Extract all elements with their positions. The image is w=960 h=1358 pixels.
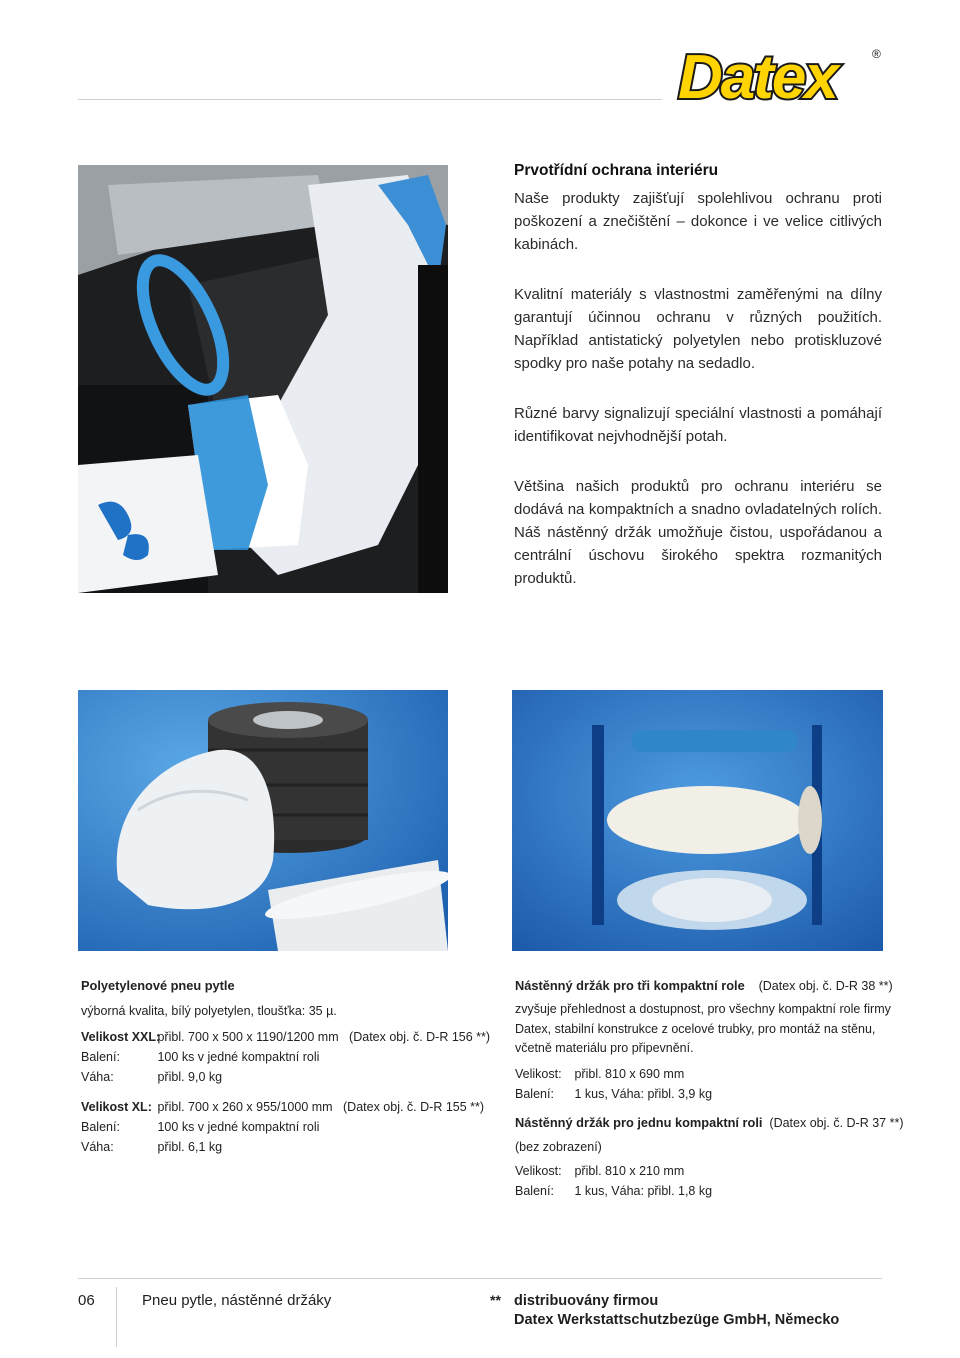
weight-xl-value: přibl. 6,1 kg [157, 1140, 223, 1154]
size-xxl-ref: (Datex obj. č. D-R 156 **) [349, 1030, 491, 1044]
holder1-size-row [515, 1161, 895, 1181]
tyre-bags-title: Polyetylenové pneu pytle [81, 978, 235, 993]
weight-xl-row [81, 1137, 461, 1157]
weight-xxl-row [81, 1067, 461, 1087]
weight-xl-label: Váha: [81, 1140, 114, 1154]
size-xl-row [81, 1097, 485, 1117]
size-xxl-row [81, 1027, 491, 1047]
holder3-size-value: přibl. 810 x 690 mm [574, 1066, 685, 1081]
pack-xl-label: Balení: [81, 1120, 120, 1134]
wall-holder-specs [515, 976, 904, 1201]
holder3-size-row [515, 1064, 895, 1084]
size-xxl-value: přibl. 700 x 500 x 1190/1200 mm [157, 1030, 339, 1044]
holder1-ref: (Datex obj. č. D-R 37 **) [769, 1115, 904, 1130]
holder1-pack-row [515, 1181, 895, 1201]
holder1-note: (bez zobrazení) [515, 1139, 602, 1154]
datex-logo [672, 42, 887, 108]
pack-xxl-label: Balení: [81, 1050, 120, 1064]
page-number: 06 [78, 1292, 95, 1309]
header-divider [78, 99, 662, 100]
holder3-pack-value: 1 kus, Váha: přibl. 3,9 kg [574, 1086, 713, 1101]
tyre-bags-specs [81, 976, 491, 1157]
distributor-note [514, 1292, 839, 1330]
weight-xxl-value: přibl. 9,0 kg [157, 1070, 223, 1084]
svg-text:Datex: Datex [678, 43, 837, 108]
size-xxl-label: Velikost XXL: [81, 1030, 161, 1044]
holder3-title: Nástěnný držák pro tři kompaktní role [515, 978, 745, 993]
holder3-title-row [515, 976, 895, 996]
holder3-pack-row [515, 1084, 895, 1104]
pack-xl-value: 100 ks v jedné kompaktní roli [157, 1120, 320, 1134]
footnote-marker: ** [490, 1292, 501, 1308]
distributor-line-1: distribuovány firmou [514, 1293, 659, 1309]
holder1-size-label: Velikost: [515, 1163, 562, 1178]
holder3-ref: (Datex obj. č. D-R 38 **) [758, 979, 893, 993]
holder1-title-row [515, 1113, 904, 1133]
tyre-bags-photo [78, 690, 448, 951]
intro-paragraph-2: Kvalitní materiály s vlastnostmi zaměřenými na dílny garantují účinnou ochranu v různých použitích. Například antistatický polyetylen nebo protiskluzové spodky pro naše potahy na sedadlo. [514, 286, 882, 372]
holder1-pack-label: Balení: [515, 1183, 554, 1198]
pack-xxl-value: 100 ks v jedné kompaktní roli [157, 1050, 320, 1064]
pack-xl-row [81, 1117, 461, 1137]
holder3-description: zvyšuje přehlednost a dostupnost, pro všechny kompaktní role firmy Datex, stabilní konstrukce z ocelové trubky, pro montáž na stěnu, včetně materiálu pro připevnění. [515, 1002, 891, 1055]
size-xl-value: přibl. 700 x 260 x 955/1000 mm [157, 1100, 333, 1114]
footer-divider [78, 1278, 882, 1279]
holder1-pack-value: 1 kus, Váha: přibl. 1,8 kg [574, 1183, 713, 1198]
footer-separator [116, 1287, 117, 1347]
size-xl-label: Velikost XL: [81, 1100, 152, 1114]
holder1-title: Nástěnný držák pro jednu kompaktní roli [515, 1114, 763, 1130]
intro-paragraph-4: Většina našich produktů pro ochranu interiéru se dodává na kompaktních a snadno ovladatelných rolích. Náš nástěnný držák umožňuje čistou, uspořádanou a centrální úschovu širokého spektra rozmanitých produktů. [514, 478, 882, 587]
intro-paragraph-1: Naše produkty zajišťují spolehlivou ochranu proti poškození a znečištění – dokonce i ve velice citlivých kabinách. [514, 190, 882, 253]
weight-xxl-label: Váha: [81, 1070, 114, 1084]
wall-holder-photo [512, 690, 883, 951]
size-xl-ref: (Datex obj. č. D-R 155 **) [343, 1100, 485, 1114]
tyre-bags-description: výborná kvalita, bílý polyetylen, tloušťka: 35 µ. [81, 1004, 337, 1018]
pack-xxl-row [81, 1047, 461, 1067]
intro-section [514, 162, 882, 590]
holder3-pack-label: Balení: [515, 1086, 554, 1101]
intro-heading: Prvotřídní ochrana interiéru [514, 162, 719, 179]
holder1-size-value: přibl. 810 x 210 mm [574, 1163, 685, 1178]
footer-title: Pneu pytle, nástěnné držáky [142, 1292, 332, 1309]
car-interior-photo [78, 165, 448, 593]
holder3-size-label: Velikost: [515, 1066, 562, 1081]
intro-paragraph-3: Různé barvy signalizují speciální vlastnosti a pomáhají identifikovat nejvhodnější potah. [514, 405, 882, 445]
distributor-line-2: Datex Werkstattschutzbezüge GmbH, Německo [514, 1312, 840, 1328]
svg-text:®: ® [872, 47, 881, 61]
